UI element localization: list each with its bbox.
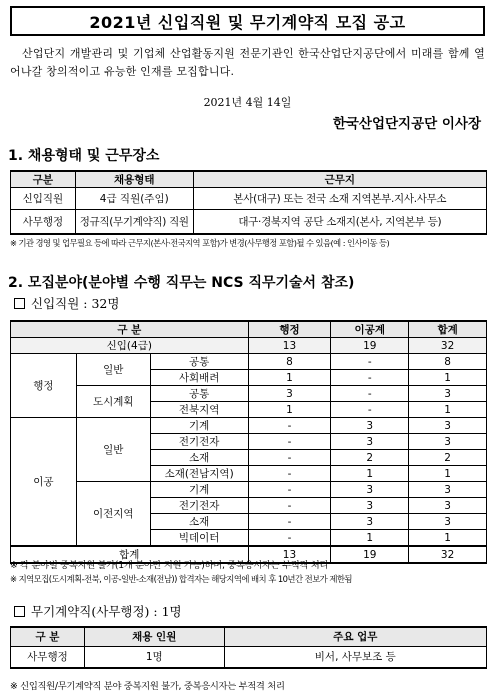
table-row: 소재 - 2 2 [11,450,487,466]
contract-staff-table [10,626,487,669]
section1-heading: 1. 채용형태 및 근무장소 [8,148,160,164]
table-row: 사무행정 정규직(무기계약직) 직원 대구·경북지역 공단 소재지(본사, 지역본부 등) [11,210,487,234]
table-row: 빅데이터 - 1 1 [11,530,487,547]
col-header: 구분 [11,171,76,188]
employment-type-table [10,170,487,235]
table-total-row: 합계 13 19 32 [11,546,487,563]
section2-heading: 2. 모집분야(분야별 수행 직무는 NCS 직무기술서 참조) [8,275,355,291]
table-row: 이전지역 기계 - 3 3 [11,482,487,498]
table-row: 소재(전남지역) - 1 1 [11,466,487,482]
page-title: 2021년 신입직원 및 무기계약직 모집 공고 [10,6,485,36]
sub-heading-contract: 무기계약직(사무행정) : 1명 [14,602,182,620]
recruitment-field-table [10,320,487,564]
section2-note-1: ※ 각 분야별 중복지원 불가(1개 분야만 지원 가능)하며, 중복응시자는 부적격 처리 [10,560,329,571]
section1-note: ※ 기관 경영 및 업무필요 등에 따라 근무지(본사·전국지역 포함)가 변경(사무행정 포함)될 수 있음(예 : 인사이동 등) [10,238,390,248]
sub-heading-new-hires: 신입직원 : 32명 [14,294,119,312]
col-header: 근무지 [193,171,486,188]
table-row: 행정 일반 공통 8 - 8 [11,354,487,370]
table-header-row: 구 분 채용 인원 주요 업무 [11,627,487,646]
table-row: 이공 일반 기계 - 3 3 [11,418,487,434]
checkbox-square-icon [14,606,25,617]
intro-paragraph: 산업단지 개발관리 및 기업체 산업활동지원 전문기관인 한국산업단지공단에서 미래를 함께 열어나갈 창의적이고 유능한 인재를 모집합니다. [10,47,485,78]
table-row: 소재 - 3 3 [11,514,487,530]
section2-note-3: ※ 신입직원/무기계약직 분야 중복지원 불가, 중복응시자는 부적격 처리 [10,681,285,692]
signer: 한국산업단지공단 이사장 [332,116,481,132]
table-header-row [11,171,487,188]
table-row: 도시계획 공통 3 - 3 [11,386,487,402]
table-row: 신입(4급) 13 19 32 [11,338,487,354]
announcement-date: 2021년 4월 14일 [203,96,292,109]
col-header: 채용형태 [75,171,193,188]
table-row: 신입직원 4급 직원(주임) 본사(대구) 또는 전국 소재 지역본부.지사.사무소 [11,188,487,210]
section2-note-2: ※ 지역모집(도시계획-전북, 이공-일반-소재(전남)) 합격자는 해당지역에 배치 후 10년간 전보가 제한됨 [10,574,352,584]
table-row: 사회배려 1 - 1 [11,370,487,386]
table-row: 사무행정 1명 비서, 사무보조 등 [11,646,487,668]
checkbox-square-icon [14,298,25,309]
table-row: 전기전자 - 3 3 [11,498,487,514]
table-row: 전기전자 - 3 3 [11,434,487,450]
table-header-row: 구 분 행정 이공계 합계 [11,321,487,338]
table-row: 전북지역 1 - 1 [11,402,487,418]
